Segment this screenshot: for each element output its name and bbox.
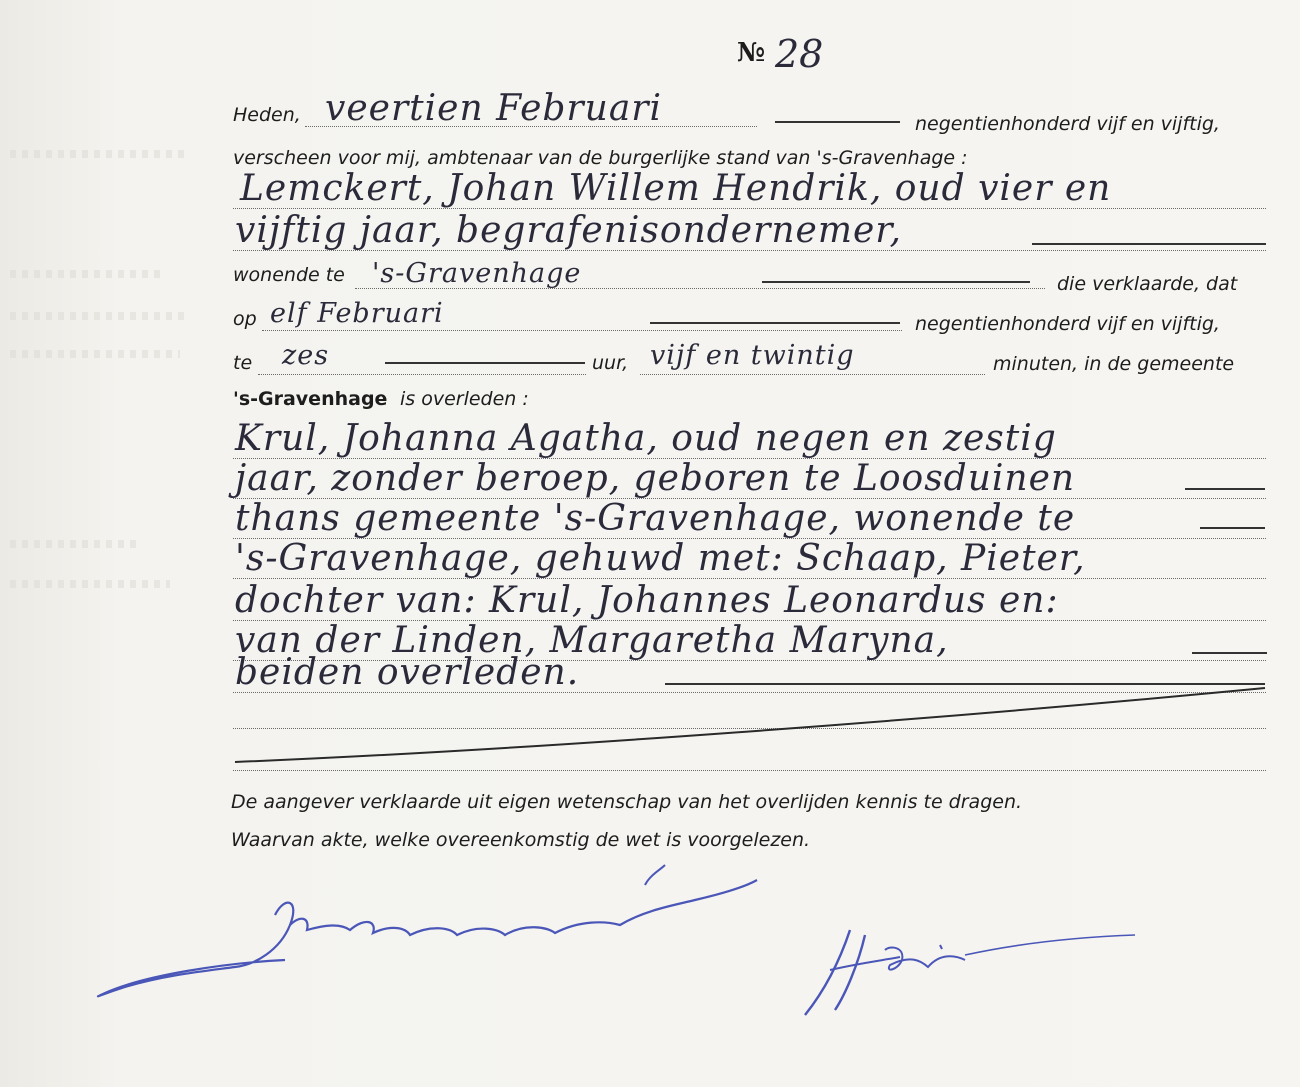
op-label: op [233, 308, 257, 330]
blank-dash [775, 121, 900, 123]
blank-dash [1192, 652, 1267, 654]
deceased-line-5: dochter van: Krul, Johannes Leonardus en: [235, 580, 1059, 621]
strike-through-line [230, 680, 1270, 770]
declarant-line-2: vijftig jaar, begrafenisondernemer, [235, 210, 902, 251]
deceased-line-7: beiden overleden. [235, 652, 580, 693]
blank-dash [1032, 243, 1266, 245]
bleed-through-mark [10, 540, 140, 548]
bleed-through-mark [10, 270, 160, 278]
deceased-line-4: 's-Gravenhage, gehuwd met: Schaap, Pieter, [235, 538, 1086, 579]
op-value: elf Februari [270, 298, 444, 329]
dotted-rule [258, 374, 586, 375]
deceased-line-6: van der Linden, Margaretha Maryna, [235, 620, 949, 661]
heden-label: Heden, [233, 104, 301, 126]
minutes-value: vijf en twintig [650, 340, 855, 371]
verklaarde-text: die verklaarde, dat [1057, 273, 1238, 295]
blank-dash [762, 281, 1030, 283]
heden-value: veertien Februari [325, 88, 663, 129]
uur-label: uur, [592, 352, 629, 374]
blank-dash [650, 322, 900, 324]
verscheen-text: verscheen voor mij, ambtenaar van de burgerlijke stand van 's-Gravenhage : [233, 147, 968, 169]
bleed-through-mark [10, 580, 170, 588]
bleed-through-mark [10, 150, 190, 158]
bleed-through-mark [10, 350, 180, 358]
act-number-value: 28 [775, 32, 824, 76]
wonende-value: 's-Gravenhage [372, 258, 582, 289]
te-label: te [233, 352, 253, 374]
act-number-sign: № [737, 38, 766, 68]
closing-line-1: De aangever verklaarde uit eigen wetenschap van het overlijden kennis te dragen. [231, 791, 1023, 813]
official-signature [790, 915, 1150, 1025]
minuten-text: minuten, in de gemeente [993, 353, 1235, 375]
dotted-rule [640, 374, 985, 375]
te-value: zes [282, 340, 330, 371]
wonende-label: wonende te [233, 264, 345, 286]
overleden-text: is overleden : [400, 388, 529, 410]
deceased-line-1: Krul, Johanna Agatha, oud negen en zestig [235, 418, 1057, 459]
closing-line-2: Waarvan akte, welke overeenkomstig de wet is voorgelezen. [231, 829, 811, 851]
blank-dash [1185, 488, 1265, 490]
year-text-1: negentienhonderd vijf en vijftig, [915, 113, 1220, 135]
deceased-line-2: jaar, zonder beroep, geboren te Loosduinen [235, 458, 1076, 499]
blank-dash [1200, 527, 1265, 529]
dotted-rule [262, 330, 902, 331]
gemeente-bold: 's-Gravenhage [233, 388, 388, 410]
declarant-line-1: Lemckert, Johan Willem Hendrik, oud vier en [240, 168, 1112, 209]
blank-dash [385, 362, 585, 364]
dotted-rule [233, 770, 1266, 771]
year-text-2: negentienhonderd vijf en vijftig, [915, 313, 1220, 335]
bleed-through-mark [10, 312, 190, 320]
deceased-line-3: thans gemeente 's-Gravenhage, wonende te [235, 498, 1076, 539]
declarant-signature [85, 855, 765, 1005]
